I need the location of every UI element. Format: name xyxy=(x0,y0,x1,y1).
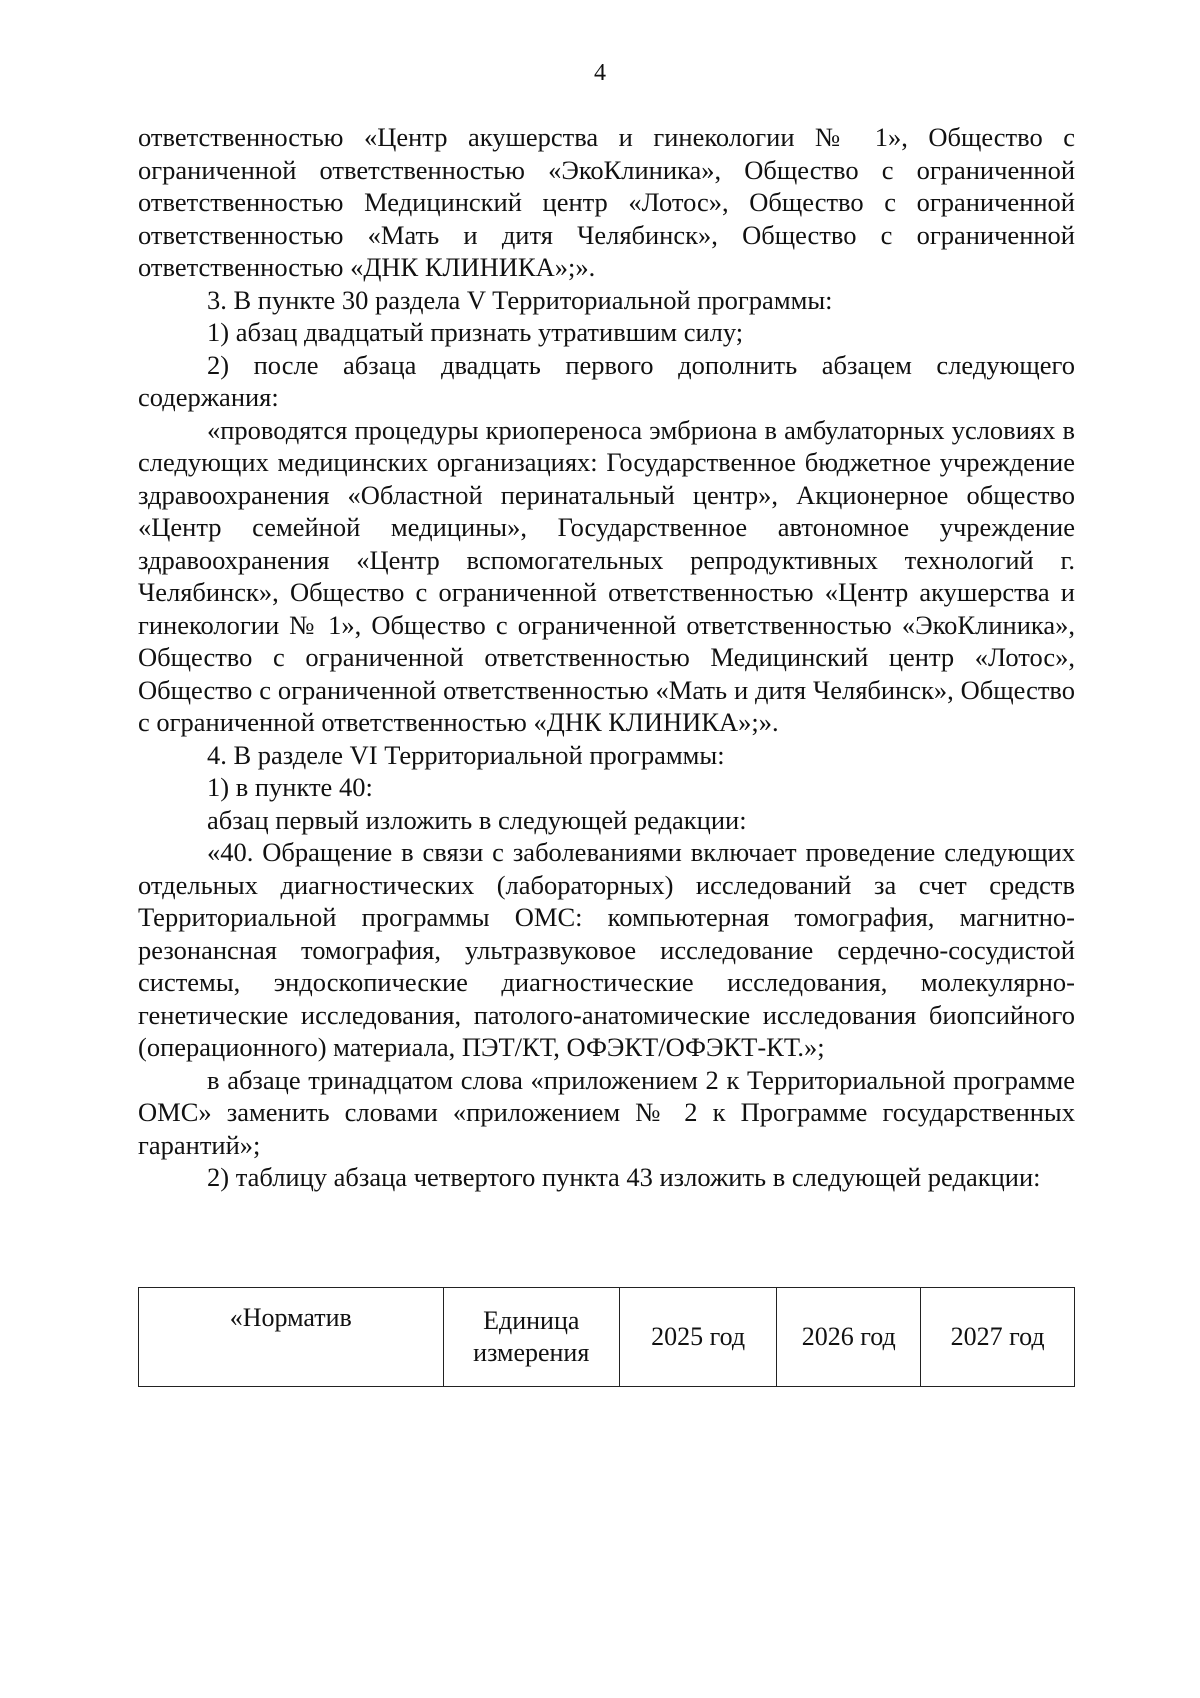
paragraph-thirteenth-abzac: в абзаце тринадцатом слова «приложением 2 к Территориальной программе ОМС» заменить словами «приложением № 2 к Программе государственных гарантий»; xyxy=(138,1064,1075,1160)
table-header-2025: 2025 год xyxy=(619,1288,776,1387)
paragraph-first-abzac: абзац первый изложить в следующей редакции: xyxy=(207,804,747,835)
norm-table xyxy=(138,1287,1075,1387)
page-number: 4 xyxy=(594,60,606,86)
paragraph-quoted-cryotransfer: «проводятся процедуры криопереноса эмбриона в амбулаторных условиях в следующих медицинских организациях: Государственное бюджетное учреждение здравоохранения «Областной перинатальный центр», Акционерное общество «Центр семейной медицины», Государственное автономное учреждение здравоохранения «Центр вспомогательных репродуктивных технологий г. Челябинск», Общество с ограниченной ответственностью «Центр акушерства и гинекологии № 1», Общество с ограниченной ответственностью «ЭкоКлиника», Общество с ограниченной ответственностью Медицинский центр «Лотос», Общество с ограниченной ответственностью «Мать и дитя Челябинск», Общество с ограниченной ответственностью «ДНК КЛИНИКА»;». xyxy=(138,414,1075,737)
table-header-normative: «Норматив xyxy=(139,1288,444,1387)
paragraph-subitem-3-1: 1) абзац двадцатый признать утратившим силу; xyxy=(207,317,744,347)
paragraph-subitem-3-2: 2) после абзаца двадцать первого дополнить абзацем следующего содержания: xyxy=(138,349,1075,412)
paragraph-subitem-4-2: 2) таблицу абзаца четвертого пункта 43 изложить в следующей редакции: xyxy=(207,1162,1041,1192)
table-header-2026: 2026 год xyxy=(777,1288,921,1387)
table-header-unit: Единица измерения xyxy=(443,1288,619,1387)
paragraph-item-3: 3. В пункте 30 раздела V Территориальной программы: xyxy=(207,284,833,315)
document-body xyxy=(138,121,1075,1194)
paragraph-item-4: 4. В разделе VI Территориальной программы: xyxy=(207,739,725,770)
paragraph-continuation: ответственностью «Центр акушерства и гинекологии № 1», Общество с ограниченной ответственностью «ЭкоКлиника», Общество с ограниченной ответственностью Медицинский центр «Лотос», Общество с ограниченной ответственностью «Мать и дитя Челябинск», Общество с ограниченной ответственностью «ДНК КЛИНИКА»;». xyxy=(138,122,1075,282)
paragraph-quoted-item-40: «40. Обращение в связи с заболеваниями включает проведение следующих отдельных диагностических (лабораторных) исследований за счет средств Территориальной программы ОМС: компьютерная томография, магнитно-резонансная томография, ультразвуковое исследование сердечно-сосудистой системы, эндоскопические диагностические исследования, молекулярно-генетические исследования, патолого-анатомические исследования биопсийного (операционного) материала, ПЭТ/КТ, ОФЭКТ/ОФЭКТ-КТ.»; xyxy=(138,837,1075,1062)
paragraph-subitem-4-1: 1) в пункте 40: xyxy=(207,772,373,802)
table-header-2027: 2027 год xyxy=(921,1288,1075,1387)
table-header-row xyxy=(139,1288,1075,1387)
